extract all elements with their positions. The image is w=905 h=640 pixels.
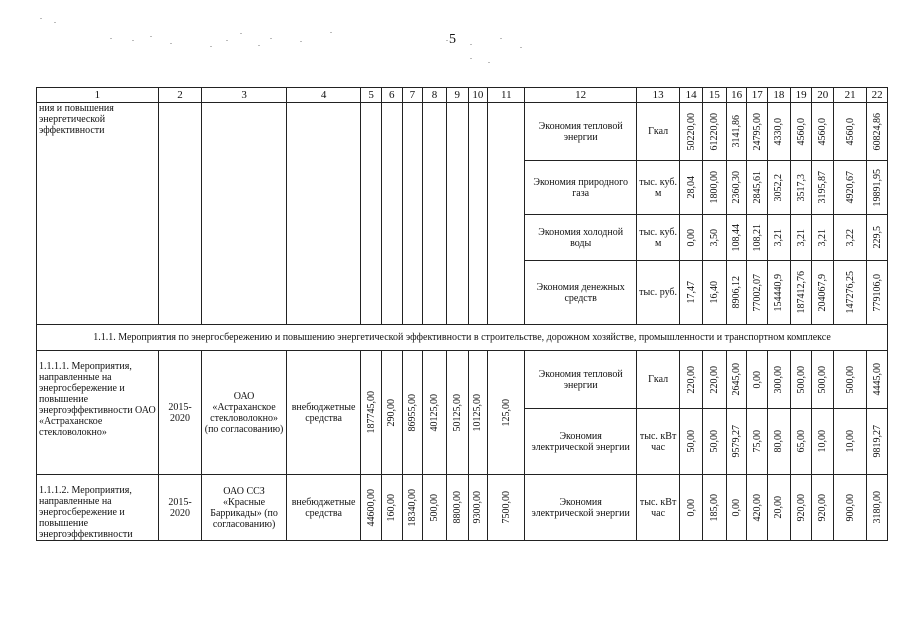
- vertical-value: 40125,00: [429, 393, 441, 432]
- vertical-value: 50125,00: [451, 393, 463, 432]
- vertical-value: 2360,30: [731, 171, 743, 204]
- vertical-value: 300,00: [773, 365, 785, 394]
- value-cell: [834, 351, 867, 409]
- vertical-value: 420,00: [751, 493, 763, 522]
- vertical-value: 500,00: [817, 365, 829, 394]
- value-cell: [680, 215, 703, 261]
- unit-cell: тыс. кВт час: [636, 409, 679, 475]
- value-cell: [790, 351, 812, 409]
- value-cell: [423, 475, 447, 541]
- vertical-value: 8906,12: [731, 276, 743, 309]
- vertical-value: 3,21: [773, 228, 785, 247]
- vertical-value: 17,47: [685, 281, 697, 304]
- value-cell: [726, 103, 747, 161]
- vertical-value: 160,00: [386, 493, 398, 522]
- unit-cell: Гкал: [636, 351, 679, 409]
- value-cell: [402, 351, 423, 475]
- vertical-value: 1800,00: [708, 171, 720, 204]
- empty-cell: [202, 103, 287, 325]
- vertical-value: 28,04: [685, 176, 697, 199]
- value-cell: [790, 261, 812, 325]
- value-cell: [768, 103, 791, 161]
- value-cell: [726, 409, 747, 475]
- vertical-value: 3052,2: [773, 173, 785, 202]
- vertical-value: 3,22: [844, 228, 856, 247]
- value-cell: [747, 103, 768, 161]
- funding-source-cell: внебюджетные средства: [286, 351, 360, 475]
- vertical-value: 65,00: [795, 430, 807, 453]
- empty-cell: [381, 103, 402, 325]
- vertical-value: 4560,0: [844, 117, 856, 146]
- vertical-value: 500,00: [429, 493, 441, 522]
- value-cell: [446, 475, 468, 541]
- vertical-value: 187745,00: [365, 391, 377, 434]
- vertical-value: 220,00: [685, 365, 697, 394]
- vertical-value: 20,00: [773, 496, 785, 519]
- value-cell: [834, 261, 867, 325]
- vertical-value: 920,00: [817, 493, 829, 522]
- unit-cell: тыс. куб. м: [636, 215, 679, 261]
- value-cell: [768, 215, 791, 261]
- vertical-value: 220,00: [708, 365, 720, 394]
- vertical-value: 19891,95: [871, 168, 883, 207]
- vertical-value: 10,00: [844, 430, 856, 453]
- column-number: 14: [680, 88, 703, 103]
- value-cell: [381, 475, 402, 541]
- value-cell: [468, 351, 488, 475]
- value-cell: [703, 161, 727, 215]
- page-number: 5: [449, 32, 456, 47]
- value-cell: [790, 475, 812, 541]
- vertical-value: 500,00: [844, 365, 856, 394]
- empty-cell: [446, 103, 468, 325]
- value-cell: [790, 409, 812, 475]
- value-cell: [703, 215, 727, 261]
- column-number: 18: [768, 88, 791, 103]
- value-cell: [726, 215, 747, 261]
- value-cell: [867, 161, 888, 215]
- column-number: 20: [812, 88, 834, 103]
- vertical-value: 147276,25: [844, 271, 856, 314]
- vertical-value: 500,00: [795, 365, 807, 394]
- value-cell: [446, 351, 468, 475]
- vertical-value: 3195,87: [817, 171, 829, 204]
- vertical-value: 229,5: [871, 226, 883, 249]
- value-cell: [768, 261, 791, 325]
- value-cell: [790, 161, 812, 215]
- value-cell: [812, 261, 834, 325]
- column-number: 6: [381, 88, 402, 103]
- value-cell: [867, 103, 888, 161]
- value-cell: [381, 351, 402, 475]
- vertical-value: 18340,00: [406, 488, 418, 527]
- column-number-row: [37, 88, 888, 103]
- vertical-value: 4920,67: [844, 171, 856, 204]
- indicator-cell: Экономия денежных средств: [525, 261, 637, 325]
- period-cell: 2015-2020: [158, 351, 201, 475]
- column-number: 13: [636, 88, 679, 103]
- column-number: 19: [790, 88, 812, 103]
- vertical-value: 10125,00: [472, 393, 484, 432]
- value-cell: [812, 161, 834, 215]
- measure-name-cell: 1.1.1.1. Мероприятия, направленные на энергосбережение и повышение энергоэффективности ОАО «Астраханское стекловолокно»: [37, 351, 159, 475]
- section-title: 1.1.1. Мероприятия по энергосбережению и повышению энергетической эффективности в строительстве, дорожном хозяйстве, промышленности и транспортном комплексе: [37, 325, 888, 351]
- vertical-value: 3180,00: [871, 491, 883, 524]
- vertical-value: 3517,3: [795, 173, 807, 202]
- indicator-cell: Экономия природного газа: [525, 161, 637, 215]
- value-cell: [867, 409, 888, 475]
- value-cell: [812, 409, 834, 475]
- vertical-value: 108,44: [731, 223, 743, 252]
- value-cell: [867, 475, 888, 541]
- value-cell: [790, 103, 812, 161]
- column-number: 15: [703, 88, 727, 103]
- vertical-value: 2845,61: [751, 171, 763, 204]
- vertical-value: 50220,00: [685, 112, 697, 151]
- column-number: 11: [488, 88, 525, 103]
- value-cell: [703, 103, 727, 161]
- section-title-row: [37, 325, 888, 351]
- executor-cell: ОАО ССЗ «Красные Баррикады» (по согласованию): [202, 475, 287, 541]
- value-cell: [726, 475, 747, 541]
- column-number: 5: [361, 88, 382, 103]
- empty-cell: [361, 103, 382, 325]
- vertical-value: 2645,00: [731, 363, 743, 396]
- value-cell: [703, 409, 727, 475]
- unit-cell: тыс. куб. м: [636, 161, 679, 215]
- value-cell: [726, 161, 747, 215]
- value-cell: [361, 351, 382, 475]
- value-cell: [812, 215, 834, 261]
- vertical-value: 4560,0: [817, 117, 829, 146]
- value-cell: [423, 351, 447, 475]
- vertical-value: 44600,00: [365, 488, 377, 527]
- empty-cell: [468, 103, 488, 325]
- value-cell: [834, 103, 867, 161]
- empty-cell: [402, 103, 423, 325]
- column-number: 16: [726, 88, 747, 103]
- value-cell: [747, 351, 768, 409]
- value-cell: [867, 261, 888, 325]
- vertical-value: 185,00: [708, 493, 720, 522]
- vertical-value: 900,00: [844, 493, 856, 522]
- value-cell: [867, 215, 888, 261]
- unit-cell: тыс. кВт час: [636, 475, 679, 541]
- column-number: 9: [446, 88, 468, 103]
- vertical-value: 86955,00: [406, 393, 418, 432]
- column-number: 8: [423, 88, 447, 103]
- table-row: [37, 475, 888, 541]
- vertical-value: 16,40: [708, 281, 720, 304]
- vertical-value: 7500,00: [500, 491, 512, 524]
- vertical-value: 0,00: [751, 370, 763, 389]
- value-cell: [747, 475, 768, 541]
- value-cell: [468, 475, 488, 541]
- energy-program-table: [36, 87, 888, 541]
- vertical-value: 75,00: [751, 430, 763, 453]
- funding-source-cell: внебюджетные средства: [286, 475, 360, 541]
- value-cell: [747, 161, 768, 215]
- vertical-value: 108,21: [751, 223, 763, 252]
- measure-name-cell: 1.1.1.2. Мероприятия, направленные на энергосбережение и повышение энергоэффективности: [37, 475, 159, 541]
- vertical-value: 3141,86: [731, 115, 743, 148]
- column-number: 7: [402, 88, 423, 103]
- column-number: 22: [867, 88, 888, 103]
- column-number: 10: [468, 88, 488, 103]
- vertical-value: 3,21: [817, 228, 829, 247]
- indicator-cell: Экономия электрической энергии: [525, 475, 637, 541]
- value-cell: [726, 261, 747, 325]
- value-cell: [361, 475, 382, 541]
- unit-cell: Гкал: [636, 103, 679, 161]
- value-cell: [834, 409, 867, 475]
- table-row: [37, 351, 888, 409]
- vertical-value: 290,00: [386, 398, 398, 427]
- vertical-value: 0,00: [685, 498, 697, 517]
- column-number: 21: [834, 88, 867, 103]
- value-cell: [680, 475, 703, 541]
- value-cell: [703, 351, 727, 409]
- vertical-value: 4445,00: [871, 363, 883, 396]
- column-number: 4: [286, 88, 360, 103]
- value-cell: [834, 161, 867, 215]
- empty-cell: [158, 103, 201, 325]
- vertical-value: 0,00: [685, 228, 697, 247]
- vertical-value: 3,50: [708, 228, 720, 247]
- executor-cell: ОАО «Астраханское стекловолокно» (по согласованию): [202, 351, 287, 475]
- value-cell: [867, 351, 888, 409]
- value-cell: [747, 409, 768, 475]
- program-title-cell: ния и повышения энергетической эффективности: [37, 103, 159, 325]
- vertical-value: 77002,07: [751, 273, 763, 312]
- value-cell: [834, 475, 867, 541]
- value-cell: [402, 475, 423, 541]
- vertical-value: 779106,0: [871, 273, 883, 312]
- vertical-value: 80,00: [773, 430, 785, 453]
- indicator-cell: Экономия тепловой энергии: [525, 103, 637, 161]
- value-cell: [726, 351, 747, 409]
- indicator-cell: Экономия электрической энергии: [525, 409, 637, 475]
- vertical-value: 204067,9: [817, 273, 829, 312]
- vertical-value: 0,00: [731, 498, 743, 517]
- value-cell: [747, 215, 768, 261]
- value-cell: [768, 351, 791, 409]
- value-cell: [790, 215, 812, 261]
- vertical-value: 4560,0: [795, 117, 807, 146]
- value-cell: [747, 261, 768, 325]
- value-cell: [703, 475, 727, 541]
- value-cell: [768, 161, 791, 215]
- vertical-value: 50,00: [685, 430, 697, 453]
- vertical-value: 60824,86: [871, 112, 883, 151]
- empty-cell: [423, 103, 447, 325]
- indicator-cell: Экономия тепловой энергии: [525, 351, 637, 409]
- value-cell: [812, 351, 834, 409]
- vertical-value: 125,00: [500, 398, 512, 427]
- value-cell: [768, 409, 791, 475]
- value-cell: [680, 161, 703, 215]
- empty-cell: [286, 103, 360, 325]
- vertical-value: 154440,9: [773, 273, 785, 312]
- value-cell: [834, 215, 867, 261]
- value-cell: [488, 475, 525, 541]
- vertical-value: 9579,27: [731, 425, 743, 458]
- value-cell: [703, 261, 727, 325]
- value-cell: [812, 103, 834, 161]
- column-number: 1: [37, 88, 159, 103]
- value-cell: [812, 475, 834, 541]
- value-cell: [680, 409, 703, 475]
- vertical-value: 10,00: [817, 430, 829, 453]
- vertical-value: 24795,00: [751, 112, 763, 151]
- value-cell: [768, 475, 791, 541]
- column-number: 3: [202, 88, 287, 103]
- value-cell: [680, 261, 703, 325]
- vertical-value: 61220,00: [708, 112, 720, 151]
- empty-cell: [488, 103, 525, 325]
- vertical-value: 9300,00: [472, 491, 484, 524]
- vertical-value: 3,21: [795, 228, 807, 247]
- unit-cell: тыс. руб.: [636, 261, 679, 325]
- column-number: 12: [525, 88, 637, 103]
- vertical-value: 50,00: [708, 430, 720, 453]
- vertical-value: 187412,76: [795, 271, 807, 314]
- column-number: 2: [158, 88, 201, 103]
- value-cell: [680, 351, 703, 409]
- period-cell: 2015-2020: [158, 475, 201, 541]
- vertical-value: 9819,27: [871, 425, 883, 458]
- value-cell: [488, 351, 525, 475]
- table-row: [37, 103, 888, 161]
- vertical-value: 4330,0: [773, 117, 785, 146]
- vertical-value: 8800,00: [451, 491, 463, 524]
- vertical-value: 920,00: [795, 493, 807, 522]
- value-cell: [680, 103, 703, 161]
- indicator-cell: Экономия холодной воды: [525, 215, 637, 261]
- column-number: 17: [747, 88, 768, 103]
